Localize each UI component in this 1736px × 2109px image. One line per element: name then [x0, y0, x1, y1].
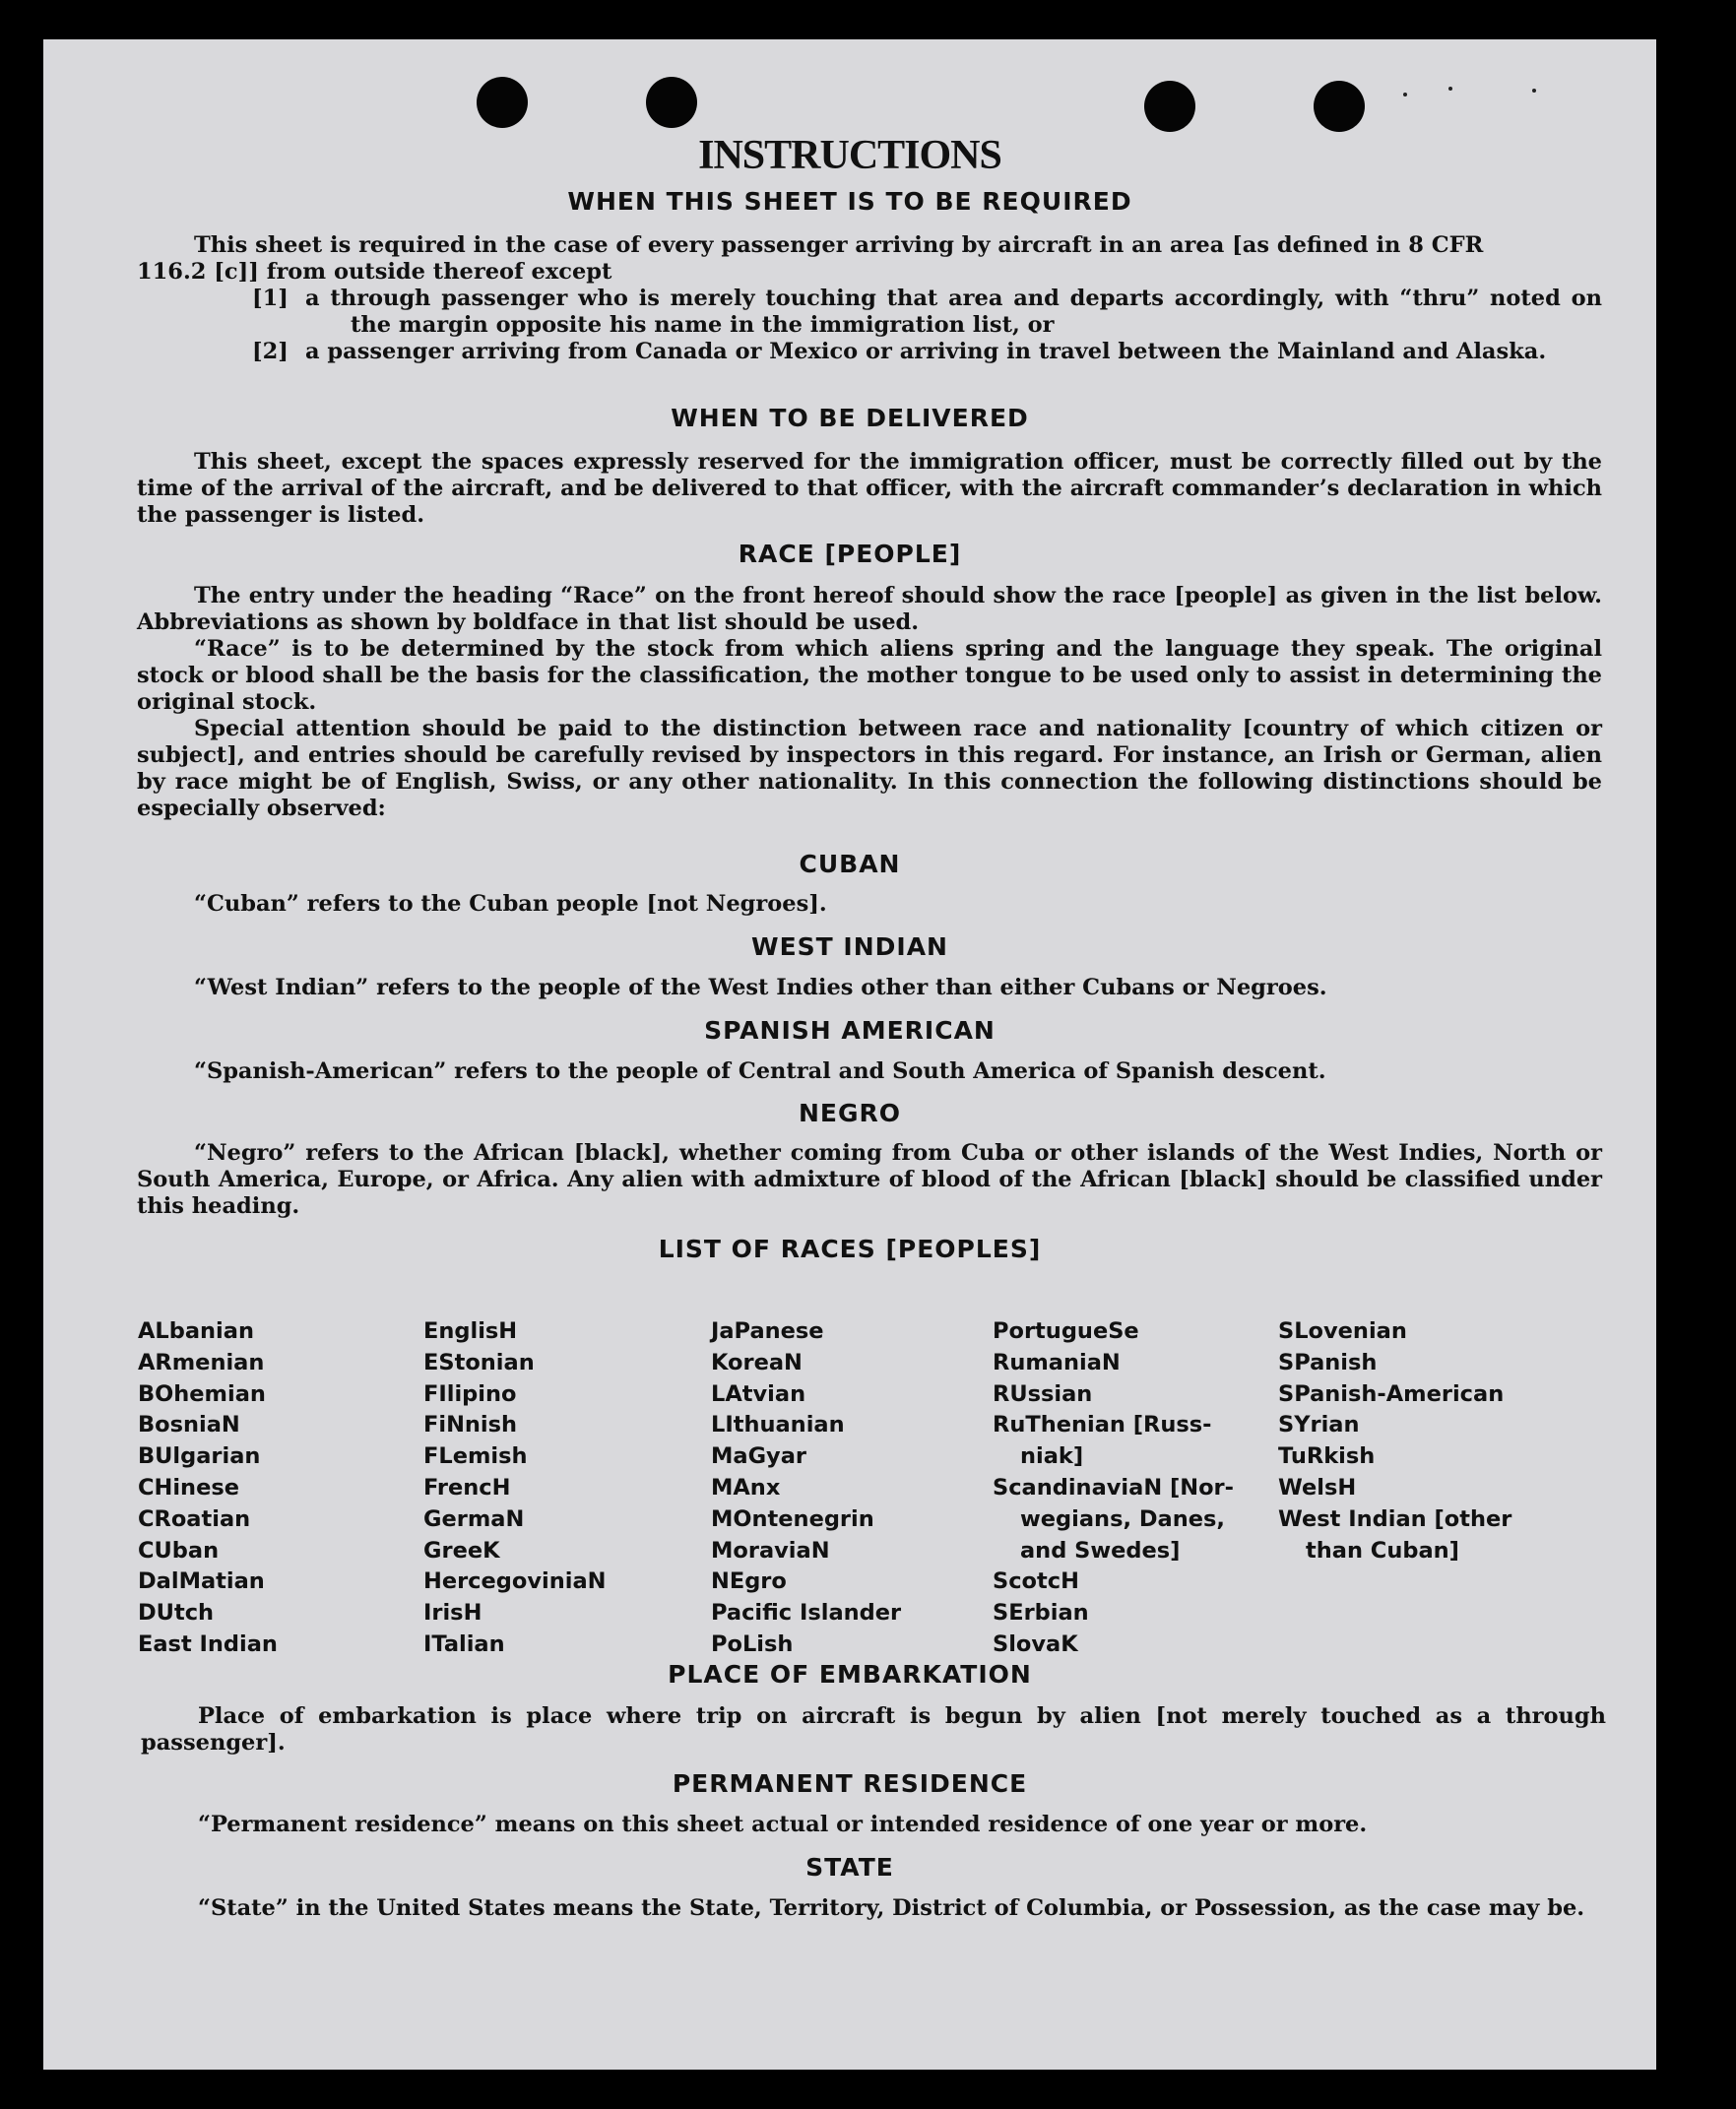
races-column-1 — [138, 1316, 278, 1661]
race-list-item: GreeK — [423, 1537, 500, 1564]
race-list-item: ARmenian — [138, 1349, 265, 1375]
race-list-item: EStonian — [423, 1349, 535, 1375]
race-list-item: EnglisH — [423, 1318, 518, 1344]
race-list-item: SYrian — [1278, 1412, 1360, 1438]
race-list-item: wegians, Danes, — [1020, 1505, 1225, 1532]
race-list-item: East Indian — [138, 1630, 278, 1657]
speck — [1448, 87, 1452, 91]
race-list-item: PoLish — [711, 1630, 794, 1657]
race-list-item: niak] — [1020, 1443, 1084, 1470]
race-list-item: ITalian — [423, 1630, 505, 1657]
delivered-text: This sheet, except the spaces expressly reserved for the immigration officer, must be correctly filled out by the time of the arrival of the aircraft, and be delivered to that officer, with the aircraft commander’s declaration in which the passenger is listed. — [137, 449, 1602, 528]
race-list-item: MaGyar — [711, 1443, 806, 1470]
race-list-item: WelsH — [1278, 1474, 1357, 1501]
speck — [1532, 89, 1536, 93]
race-list-item: RuThenian [Russ- — [993, 1412, 1212, 1438]
race-list-item: DalMatian — [138, 1568, 265, 1595]
race-list-item: SLovenian — [1278, 1318, 1407, 1344]
required-intro — [137, 232, 1602, 286]
spanish-american-text: “Spanish-American” refers to the people of Central and South America of Spanish descent. — [194, 1058, 1326, 1084]
race-list-item: RumaniaN — [993, 1349, 1121, 1375]
race-para-1: The entry under the heading “Race” on the front hereof should show the race [people] as given in the list below. Abbreviations as shown by boldface in that list should be used. — [137, 583, 1602, 635]
race-list-item: RUssian — [993, 1380, 1093, 1407]
race-list-item: TuRkish — [1278, 1443, 1376, 1470]
punch-hole — [1314, 81, 1365, 132]
punch-hole — [477, 77, 528, 128]
race-list-item: SErbian — [993, 1600, 1089, 1627]
embarkation-text: Place of embarkation is place where trip on aircraft is begun by alien [not merely touched as a through passenger]. — [141, 1703, 1606, 1756]
required-intro-line1: This sheet is required in the case of every passenger arriving by aircraft in an area [as defined in 8 CFR — [194, 232, 1484, 258]
punch-hole — [1144, 81, 1195, 132]
race-list-item: PortugueSe — [993, 1318, 1139, 1344]
residence-text: “Permanent residence” means on this sheet actual or intended residence of one year or more. — [198, 1812, 1368, 1837]
required-item-2: a passenger arriving from Canada or Mexico or arriving in travel between the Mainland and Alaska. — [305, 339, 1547, 364]
race-list-item: FLemish — [423, 1443, 528, 1470]
race-list-item: FiNnish — [423, 1412, 518, 1438]
required-intro-line2: 116.2 [c]] from outside thereof except — [137, 259, 612, 285]
required-item-1-num: [1] — [252, 286, 289, 311]
race-list-item: ScotcH — [993, 1568, 1079, 1595]
required-item-1: a through passenger who is merely touching that area and departs accordingly, with “thru” noted on the margin opposite his name in the immigration list, or — [305, 286, 1602, 338]
race-list-item: LIthuanian — [711, 1412, 845, 1438]
heading-cuban: CUBAN — [799, 850, 901, 878]
race-list-item: ALbanian — [138, 1318, 254, 1344]
heading-embarkation: PLACE OF EMBARKATION — [668, 1660, 1032, 1689]
race-list-item: KoreaN — [711, 1349, 803, 1375]
punch-hole — [646, 77, 697, 128]
heading-race: RACE [PEOPLE] — [738, 540, 962, 568]
race-para-3: Special attention should be paid to the distinction between race and nationality [country of which citizen or subject], and entries should be carefully revised by inspectors in this regard. For instance, an Irish or German, alien by race might be of English, Swiss, or any other nationality. In this connection the following distinctions should be especially observed: — [137, 716, 1602, 821]
heading-west-indian: WEST INDIAN — [751, 932, 948, 961]
race-list-item: than Cuban] — [1306, 1537, 1459, 1564]
page-title: INSTRUCTIONS — [698, 133, 1001, 178]
document-page — [43, 39, 1656, 2070]
race-list-item: BosniaN — [138, 1412, 240, 1438]
race-list-item: SlovaK — [993, 1630, 1078, 1657]
race-list-item: DUtch — [138, 1600, 215, 1627]
race-list-item: BUlgarian — [138, 1443, 261, 1470]
race-list-item: West Indian [other — [1278, 1505, 1512, 1532]
race-list-item: MOntenegrin — [711, 1505, 874, 1532]
race-list-item: BOhemian — [138, 1380, 266, 1407]
race-list-item: FrencH — [423, 1474, 511, 1501]
cuban-text: “Cuban” refers to the Cuban people [not Negroes]. — [194, 891, 827, 917]
race-list-item: SPanish-American — [1278, 1380, 1505, 1407]
speck — [1403, 93, 1407, 96]
race-list-item: Pacific Islander — [711, 1600, 902, 1627]
races-column-4 — [993, 1316, 1234, 1661]
west-indian-text: “West Indian” refers to the people of the West Indies other than either Cubans or Negroes. — [194, 975, 1327, 1000]
race-list-item: ScandinaviaN [Nor- — [993, 1474, 1234, 1501]
races-column-2 — [423, 1316, 606, 1661]
race-list-item: IrisH — [423, 1600, 482, 1627]
races-column-5 — [1278, 1316, 1511, 1566]
race-list-item: FIlipino — [423, 1380, 517, 1407]
heading-spanish-american: SPANISH AMERICAN — [704, 1016, 996, 1045]
heading-delivered: WHEN TO BE DELIVERED — [671, 404, 1029, 432]
races-column-3 — [711, 1316, 901, 1661]
required-item-2-num: [2] — [252, 339, 289, 364]
race-list-item: SPanish — [1278, 1349, 1378, 1375]
race-list-item: CUban — [138, 1537, 220, 1564]
race-list-item: JaPanese — [711, 1318, 824, 1344]
race-list-item: GermaN — [423, 1505, 525, 1532]
heading-residence: PERMANENT RESIDENCE — [672, 1769, 1028, 1798]
race-list-item: LAtvian — [711, 1380, 806, 1407]
heading-list-of-races: LIST OF RACES [PEOPLES] — [658, 1235, 1042, 1263]
race-list-item: CHinese — [138, 1474, 239, 1501]
race-para-2: “Race” is to be determined by the stock from which aliens spring and the language they speak. The original stock or blood shall be the basis for the classification, the mother tongue to be used only to assist in determining the original stock. — [137, 636, 1602, 715]
race-list-item: HercegoviniaN — [423, 1568, 607, 1595]
heading-state: STATE — [805, 1853, 894, 1882]
race-list-item: MAnx — [711, 1474, 781, 1501]
race-list-item: CRoatian — [138, 1505, 251, 1532]
heading-required: WHEN THIS SHEET IS TO BE REQUIRED — [567, 187, 1132, 216]
state-text: “State” in the United States means the State, Territory, District of Columbia, or Possession, as the case may be. — [198, 1895, 1585, 1921]
race-list-item: NEgro — [711, 1568, 787, 1595]
race-list-item: MoraviaN — [711, 1537, 830, 1564]
negro-text: “Negro” refers to the African [black], whether coming from Cuba or other islands of the West Indies, North or South America, Europe, or Africa. Any alien with admixture of blood of the African [black] should be classified under this heading. — [137, 1140, 1602, 1219]
race-list-item: and Swedes] — [1020, 1537, 1181, 1564]
heading-negro: NEGRO — [798, 1099, 902, 1127]
